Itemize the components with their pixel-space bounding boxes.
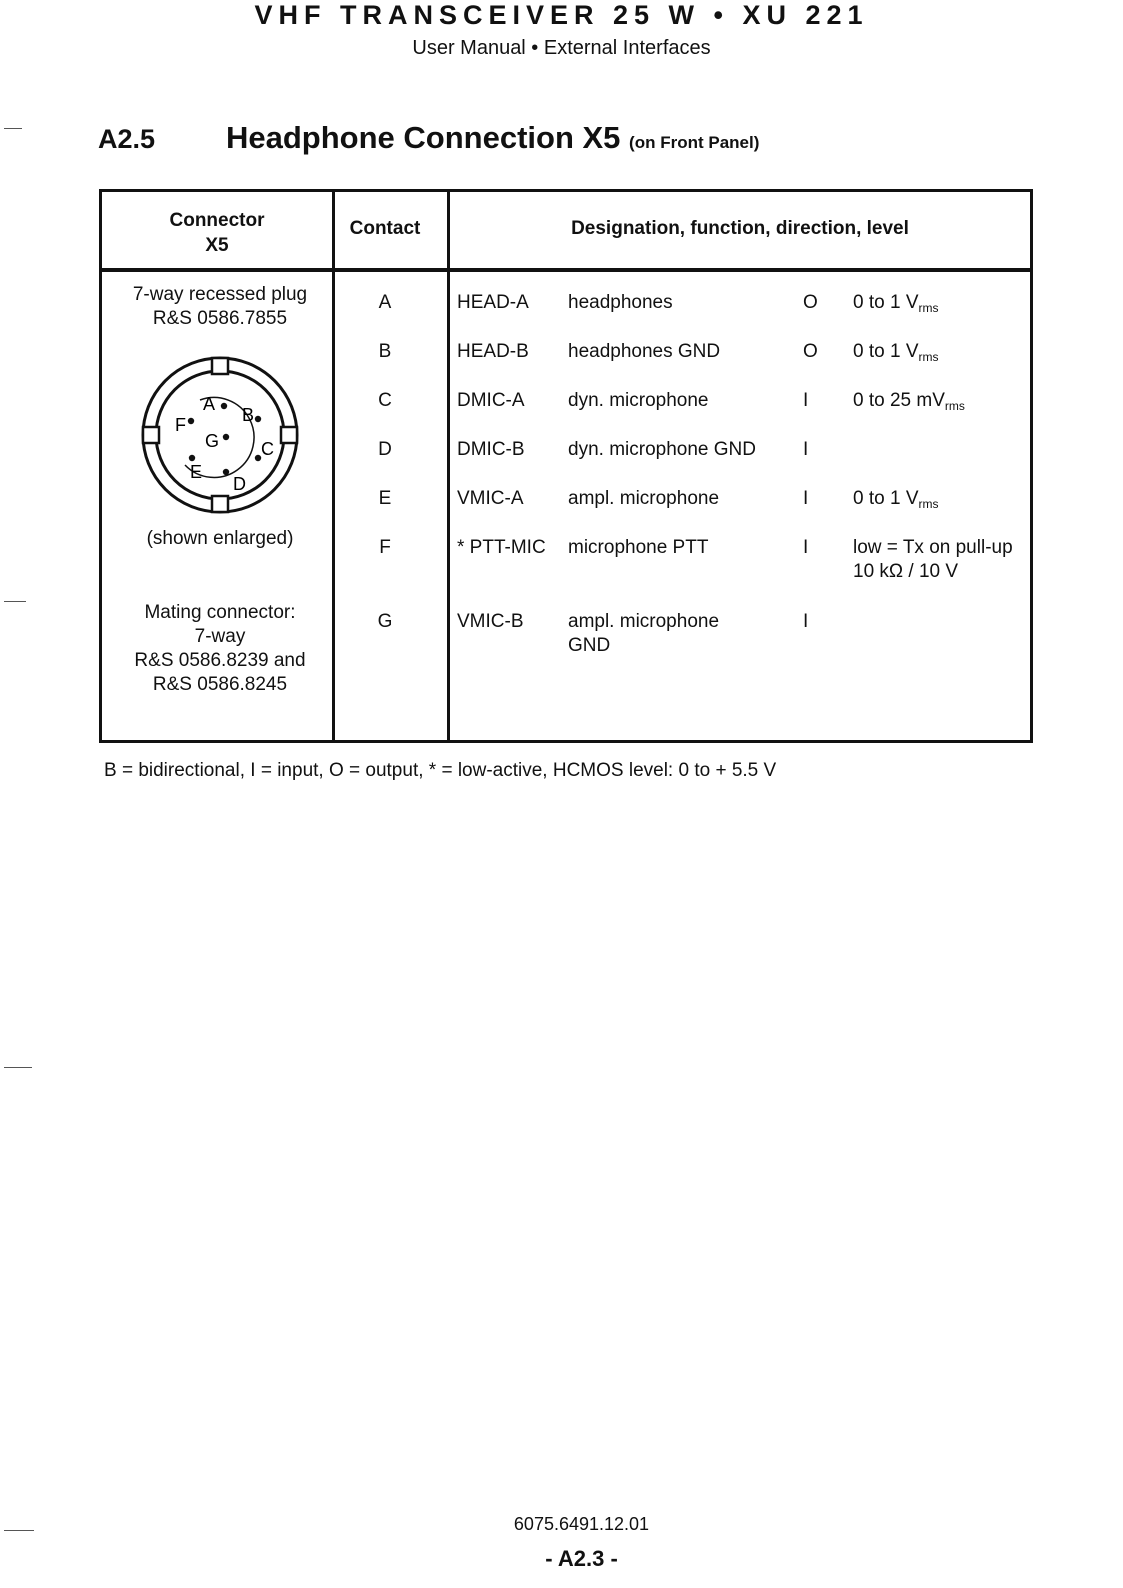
signal-function: headphones [568, 292, 673, 313]
page-number: - A2.3 - [545, 1546, 618, 1571]
header-connector [102, 208, 332, 258]
pin-label-g: G [205, 431, 220, 451]
contact-letter: G [377, 611, 393, 632]
mating-connector-label: Mating connector: [144, 602, 296, 623]
column-divider [447, 190, 450, 742]
signal-level-value: low = Tx on pull-up 10 kΩ / 10 V [853, 537, 1013, 582]
pin-label-a: A [203, 394, 216, 414]
contact-letter: C [378, 390, 392, 411]
pin-b [255, 416, 261, 422]
pin-d [223, 469, 229, 475]
signal-direction: I [803, 439, 809, 460]
connector-shown-note: (shown enlarged) [146, 528, 294, 549]
signal-name: DMIC-B [457, 439, 525, 460]
contact-letter: E [378, 488, 392, 509]
header-connector-line1: Connector [169, 210, 265, 231]
signal-name: DMIC-A [457, 390, 525, 411]
signal-name: VMIC-B [457, 611, 524, 632]
contact-letter: D [378, 439, 392, 460]
pin-label-f: F [175, 415, 186, 435]
connector-plug-type: 7-way recessed plug [132, 284, 308, 305]
signal-function: microphone PTT [568, 537, 709, 558]
pin-label-d: D [233, 474, 246, 494]
pin-label-c: C [261, 439, 274, 459]
signal-direction: O [803, 292, 818, 313]
signal-level-unit: rms [918, 350, 939, 364]
signal-level-unit: rms [918, 301, 939, 315]
pin-a [221, 403, 227, 409]
mating-connector-way: 7-way [194, 626, 246, 647]
header-designation: Designation, function, direction, level [571, 218, 909, 239]
signal-name: HEAD-B [457, 341, 529, 362]
signal-direction: I [803, 611, 809, 632]
signal-direction: O [803, 341, 818, 362]
mating-connector-part: R&S 0586.8245 [152, 674, 288, 695]
contact-letter: A [378, 292, 392, 313]
signal-function: ampl. microphone [568, 488, 720, 509]
signal-level [853, 389, 965, 413]
signal-direction: I [803, 390, 809, 411]
connector-key [212, 496, 228, 512]
connector-key [143, 427, 159, 443]
section-title [226, 120, 759, 156]
pin-e [189, 455, 195, 461]
signal-level-value: 0 to 1 V [853, 488, 919, 509]
connector-key [281, 427, 297, 443]
signal-direction: I [803, 537, 809, 558]
pin-g [223, 434, 229, 440]
signal-direction: I [803, 488, 809, 509]
pin-f [188, 418, 194, 424]
signal-name: VMIC-A [457, 488, 524, 509]
margin-mark [4, 128, 22, 129]
signal-name: HEAD-A [457, 292, 529, 313]
connector-outer-ring [143, 358, 297, 512]
header-divider [100, 268, 1032, 272]
contact-letter: B [378, 341, 392, 362]
pin-label-e: E [190, 462, 203, 482]
section-title-note: (on Front Panel) [629, 133, 760, 152]
mating-connector-part: R&S 0586.8239 and [134, 650, 306, 671]
document-title: VHF TRANSCEIVER 25 W • XU 221 [254, 0, 869, 30]
connector-plug-part: R&S 0586.7855 [152, 308, 288, 329]
signal-function: dyn. microphone GND [568, 439, 756, 460]
header-connector-line2: X5 [205, 235, 229, 256]
signal-level [853, 340, 939, 364]
document-number: 6075.6491.12.01 [513, 1514, 650, 1534]
connector-inner-ring [156, 371, 284, 499]
contact-letter: F [379, 537, 391, 558]
signal-level-unit: rms [944, 399, 965, 413]
direction-legend: B = bidirectional, I = input, O = output, * = low-active, HCMOS level: 0 to + 5.5 V [104, 760, 777, 781]
signal-level-unit: rms [918, 497, 939, 511]
signal-level-value: 0 to 1 V [853, 292, 919, 313]
signal-level [853, 487, 939, 511]
signal-level-value: 0 to 25 mV [853, 390, 945, 411]
connector-pinout-diagram [140, 355, 310, 520]
connector-key [212, 358, 228, 374]
margin-mark [4, 1067, 32, 1068]
header-contact: Contact [349, 218, 421, 239]
signal-level [853, 291, 939, 315]
signal-name: * PTT-MIC [457, 537, 546, 558]
signal-function: ampl. microphone GND [568, 611, 720, 656]
pin-label-b: B [242, 405, 255, 425]
margin-mark [4, 601, 26, 602]
section-title-text: Headphone Connection X5 [226, 120, 621, 155]
signal-level-value: 0 to 1 V [853, 341, 919, 362]
document-subtitle: User Manual • External Interfaces [412, 37, 711, 59]
signal-level [853, 536, 1013, 584]
signal-function: dyn. microphone [568, 390, 709, 411]
signal-function: headphones GND [568, 341, 721, 362]
section-number: A2.5 [98, 124, 156, 154]
